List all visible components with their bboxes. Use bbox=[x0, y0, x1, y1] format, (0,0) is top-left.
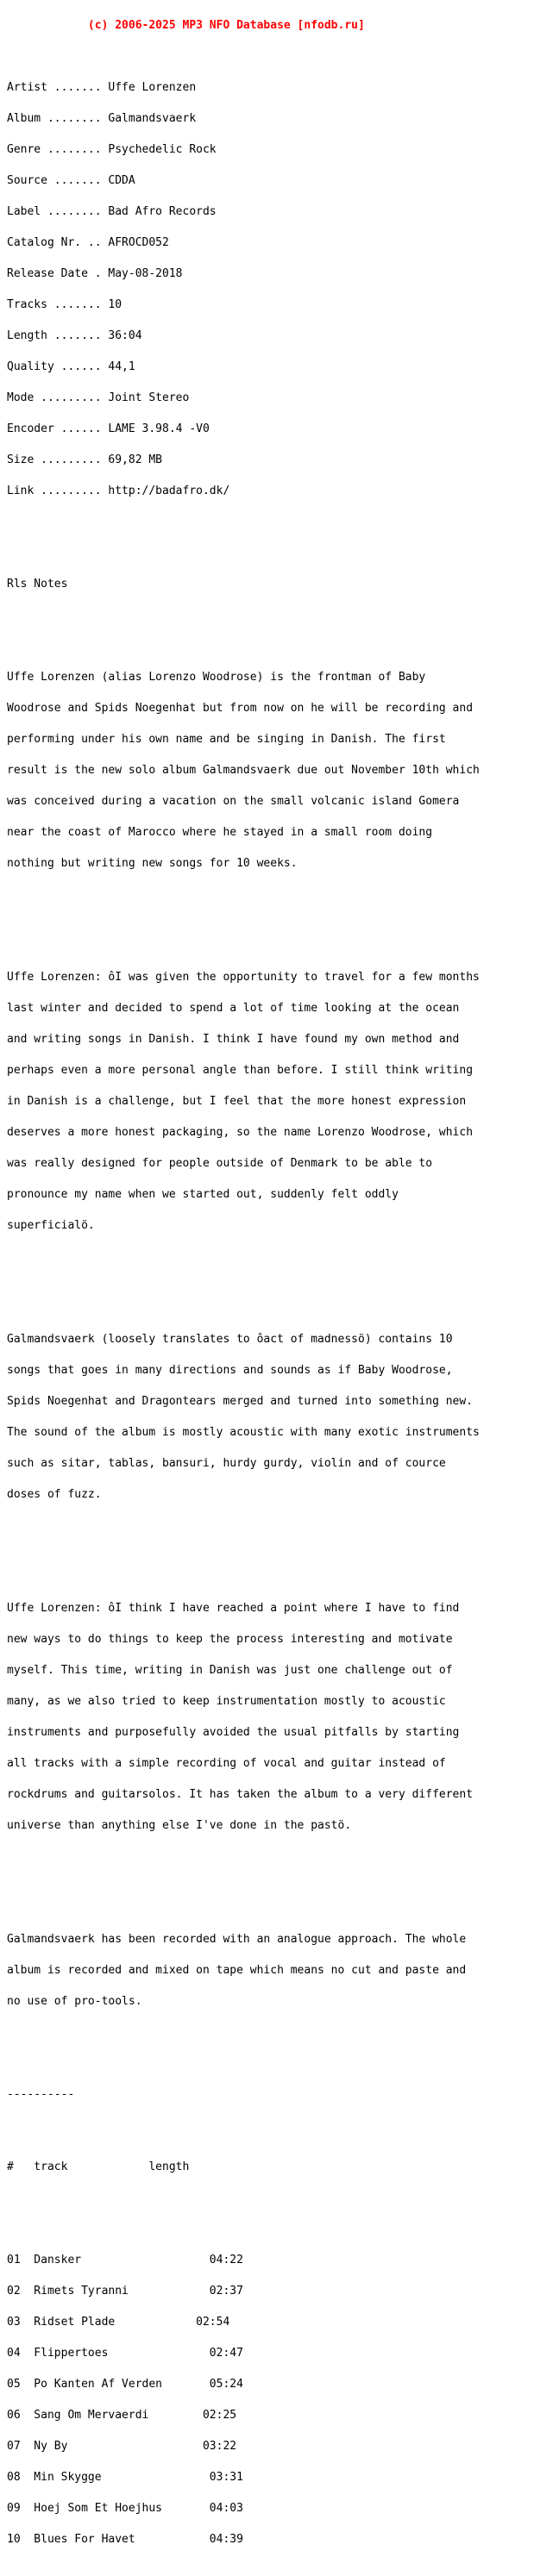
meta-encoder: Encoder ...... LAME 3.98.4 -V0 bbox=[7, 422, 210, 435]
track-row: 07 Ny By 03:22 bbox=[7, 2440, 237, 2453]
notes-paragraph-5 bbox=[7, 1914, 559, 2028]
text-line: was really designed for people outside of Denmark to be able to bbox=[7, 1157, 433, 1170]
blank-line bbox=[7, 2193, 559, 2204]
track-row: 10 Blues For Havet 04:39 bbox=[7, 2533, 243, 2546]
meta-tracks: Tracks ....... 10 bbox=[7, 298, 122, 311]
site-header[interactable]: (c) 2006-2025 MP3 NFO Database [nfodb.ru] bbox=[7, 19, 365, 32]
text-line: last winter and decided to spend a lot of time looking at the ocean bbox=[7, 1002, 460, 1015]
blank-line bbox=[7, 2121, 559, 2131]
blank-line bbox=[7, 1541, 559, 1552]
text-line: instruments and purposefully avoided the usual pitfalls by starting bbox=[7, 1726, 460, 1739]
track-row: 01 Dansker 04:22 bbox=[7, 2254, 243, 2267]
track-row: 09 Hoej Som Et Hoejhus 04:03 bbox=[7, 2502, 243, 2515]
text-line: nothing but writing new songs for 10 weeks. bbox=[7, 857, 298, 870]
track-row: 08 Min Skygge 03:31 bbox=[7, 2471, 243, 2484]
blank-line bbox=[7, 1873, 559, 1883]
blank-line bbox=[7, 1272, 559, 1283]
text-line: result is the new solo album Galmandsvaerk due out November 10th which bbox=[7, 764, 480, 777]
blank-line bbox=[7, 610, 559, 621]
meta-release-date: Release Date . May-08-2018 bbox=[7, 267, 183, 280]
meta-length: Length ....... 36:04 bbox=[7, 329, 142, 342]
separator: ---------- bbox=[7, 2088, 75, 2101]
text-line: Uffe Lorenzen (alias Lorenzo Woodrose) is the frontman of Baby bbox=[7, 671, 426, 684]
text-line: was conceived during a vacation on the small volcanic island Gomera bbox=[7, 795, 460, 808]
text-line: songs that goes in many directions and sounds as if Baby Woodrose, bbox=[7, 1364, 453, 1377]
track-row: 04 Flippertoes 02:47 bbox=[7, 2347, 243, 2360]
text-line: Galmandsvaerk (loosely translates to ôact of madnessö) contains 10 bbox=[7, 1333, 453, 1346]
meta-album: Album ........ Galmandsvaerk bbox=[7, 112, 197, 125]
tracklist-header: # track length bbox=[7, 2160, 190, 2173]
text-line: near the coast of Marocco where he stayed in a small room doing bbox=[7, 826, 433, 839]
text-line: Woodrose and Spids Noegenhat but from now on he will be recording and bbox=[7, 702, 474, 715]
text-line: rockdrums and guitarsolos. It has taken the album to a very different bbox=[7, 1788, 474, 1801]
text-line: no use of pro-tools. bbox=[7, 1995, 142, 2008]
text-line: new ways to do things to keep the process interesting and motivate bbox=[7, 1633, 453, 1646]
text-line: perhaps even a more personal angle than before. I still think writing bbox=[7, 1064, 474, 1077]
release-info bbox=[7, 62, 559, 517]
meta-link[interactable]: Link ......... http://badafro.dk/ bbox=[7, 485, 230, 497]
text-line: album is recorded and mixed on tape which means no cut and paste and bbox=[7, 1964, 467, 1977]
meta-source: Source ....... CDDA bbox=[7, 174, 135, 187]
text-line: deserves a more honest packaging, so the name Lorenzo Woodrose, which bbox=[7, 1126, 474, 1139]
meta-catalog: Catalog Nr. .. AFROCD052 bbox=[7, 236, 169, 249]
text-line: in Danish is a challenge, but I feel that the more honest expression bbox=[7, 1095, 467, 1108]
meta-mode: Mode ......... Joint Stereo bbox=[7, 391, 190, 404]
track-row: 02 Rimets Tyranni 02:37 bbox=[7, 2285, 243, 2298]
text-line: The sound of the album is mostly acoustic with many exotic instruments bbox=[7, 1426, 480, 1439]
blank-line bbox=[7, 2048, 559, 2059]
text-line: performing under his own name and be singing in Danish. The first bbox=[7, 733, 446, 746]
meta-quality: Quality ...... 44,1 bbox=[7, 360, 135, 373]
text-line: Spids Noegenhat and Dragontears merged and turned into something new. bbox=[7, 1395, 474, 1408]
text-line: and writing songs in Danish. I think I have found my own method and bbox=[7, 1033, 460, 1046]
blank-line bbox=[7, 548, 559, 559]
notes-paragraph-4 bbox=[7, 1583, 559, 1852]
text-line: Galmandsvaerk has been recorded with an analogue approach. The whole bbox=[7, 1933, 467, 1946]
meta-size: Size ......... 69,82 MB bbox=[7, 453, 163, 466]
notes-paragraph-3 bbox=[7, 1314, 559, 1521]
text-line: superficialö. bbox=[7, 1219, 95, 1232]
track-row: 03 Ridset Plade 02:54 bbox=[7, 2316, 230, 2329]
blank-line bbox=[7, 910, 559, 921]
notes-paragraph-1 bbox=[7, 652, 559, 890]
text-line: pronounce my name when we started out, suddenly felt oddly bbox=[7, 1188, 399, 1201]
track-row: 06 Sang Om Mervaerdi 02:25 bbox=[7, 2409, 237, 2422]
text-line: doses of fuzz. bbox=[7, 1488, 102, 1501]
tracklist bbox=[7, 2235, 559, 2566]
text-line: Uffe Lorenzen: ôI was given the opportunity to travel for a few months bbox=[7, 971, 480, 984]
text-line: Uffe Lorenzen: ôI think I have reached a point where I have to find bbox=[7, 1602, 460, 1615]
notes-paragraph-2 bbox=[7, 952, 559, 1252]
meta-label: Label ........ Bad Afro Records bbox=[7, 205, 217, 218]
text-line: many, as we also tried to keep instrumentation mostly to acoustic bbox=[7, 1695, 446, 1708]
notes-title: Rls Notes bbox=[7, 578, 68, 591]
meta-genre: Genre ........ Psychedelic Rock bbox=[7, 143, 217, 156]
text-line: such as sitar, tablas, bansuri, hurdy gurdy, violin and of cource bbox=[7, 1457, 446, 1470]
track-row: 05 Po Kanten Af Verden 05:24 bbox=[7, 2378, 243, 2391]
text-line: universe than anything else I've done in the pastö. bbox=[7, 1819, 352, 1832]
text-line: all tracks with a simple recording of vocal and guitar instead of bbox=[7, 1757, 446, 1770]
meta-artist: Artist ....... Uffe Lorenzen bbox=[7, 81, 197, 94]
text-line: myself. This time, writing in Danish was just one challenge out of bbox=[7, 1664, 453, 1677]
